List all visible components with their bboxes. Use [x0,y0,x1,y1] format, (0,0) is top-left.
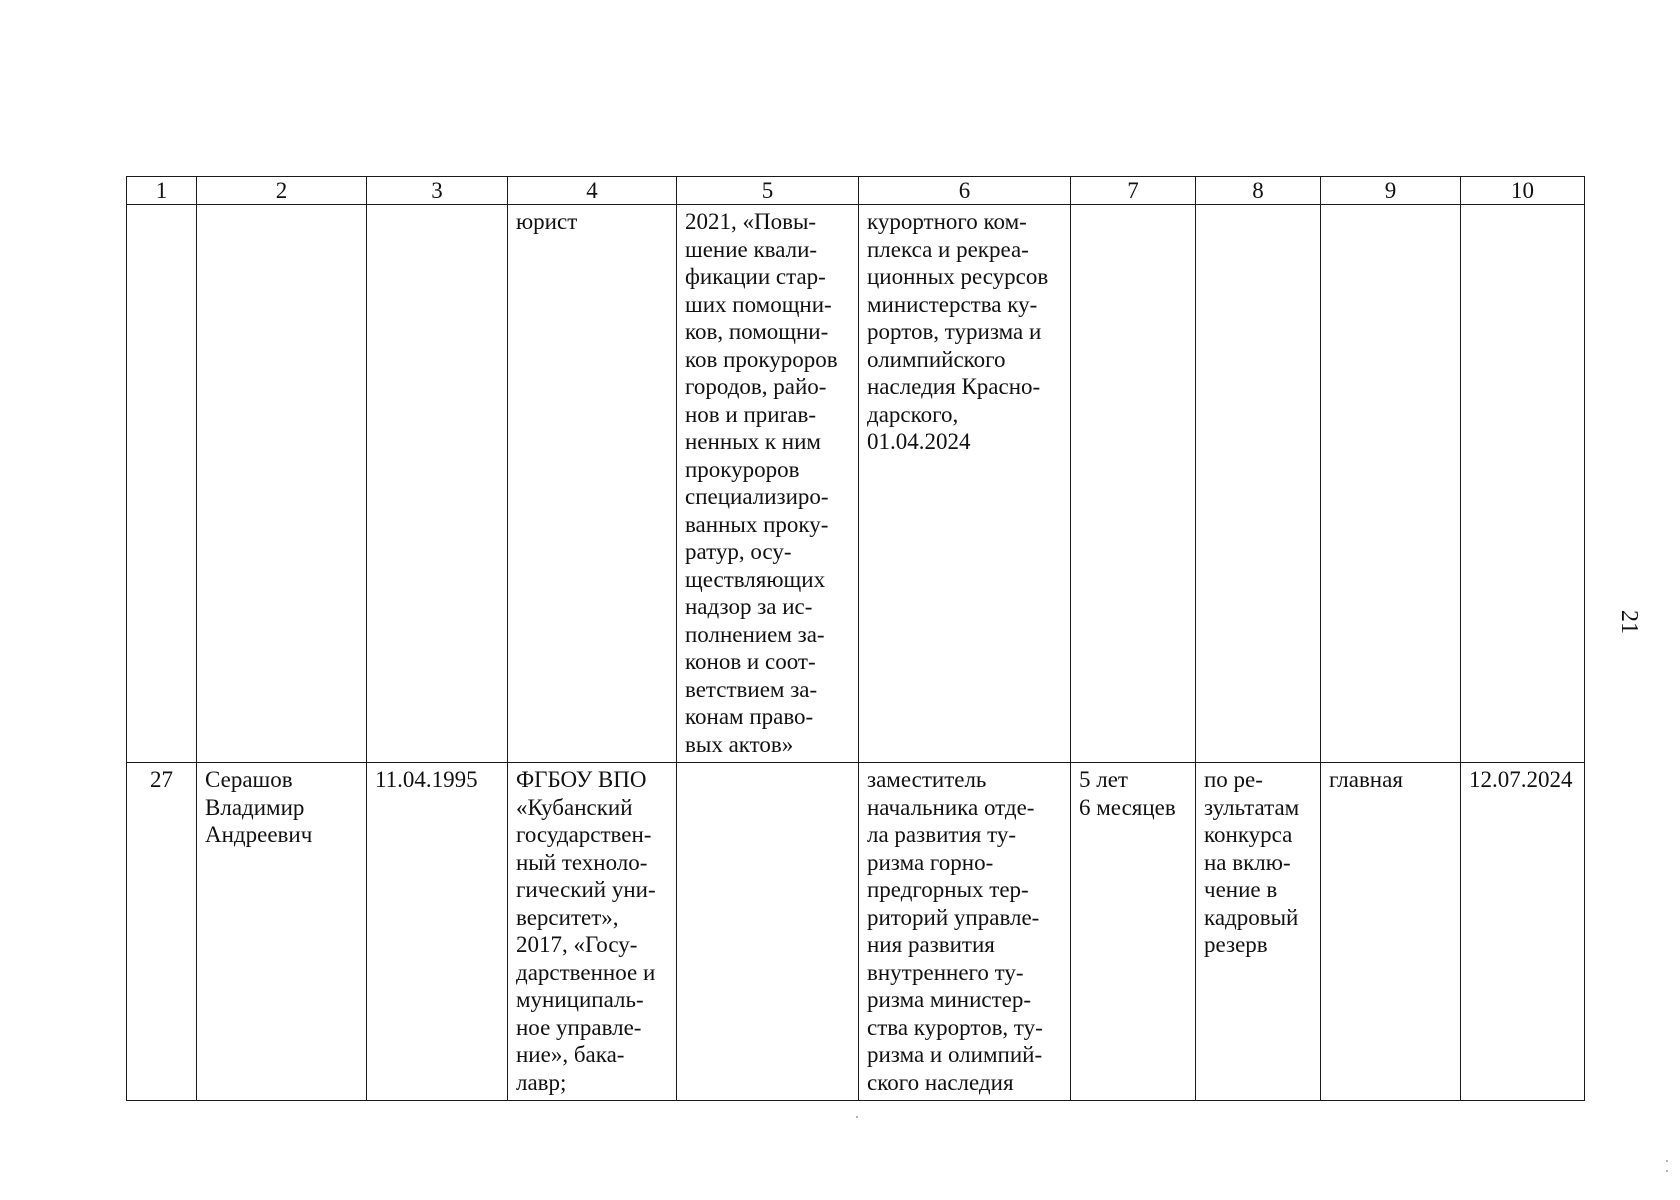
inclusion-basis-cell [1196,205,1321,763]
column-header-6: 6 [859,177,1071,205]
column-header-3: 3 [367,177,508,205]
education-cell: юрист [508,205,677,763]
column-header-9: 9 [1321,177,1461,205]
row-number-cell: 27 [127,763,197,1101]
inclusion-date-cell [1461,205,1585,763]
column-header-5: 5 [677,177,859,205]
column-header-7: 7 [1071,177,1196,205]
additional-education-cell [677,763,859,1101]
full-name-cell [197,205,367,763]
birth-date-cell [367,205,508,763]
experience-cell [1071,205,1196,763]
scan-artifact-dot [1666,1170,1668,1172]
position-group-cell [1321,205,1461,763]
column-number-header-row [127,177,1585,205]
column-header-4: 4 [508,177,677,205]
page-number: 21 [1616,610,1642,634]
scan-artifact-dot [856,1116,858,1118]
inclusion-basis-cell: по ре- зультатам конкурса на вклю- чение в кадровый резерв [1196,763,1321,1101]
current-position-cell: курортного ком- плекса и рекреа- ционных ресурсов министерства ку- рортов, туризма и олимпийского наследия Красно- дарского, 01.04.2024 [859,205,1071,763]
row-number-cell [127,205,197,763]
column-header-10: 10 [1461,177,1585,205]
table-row-continuation [127,205,1585,763]
current-position-cell: заместитель начальника отде- ла развития ту- ризма горно- предгорных тер- риторий управле- ния развития внутреннего ту- ризма министер- ства курортов, ту- ризма и олимпий- ского наследия [859,763,1071,1101]
inclusion-date-cell: 12.07.2024 [1461,763,1585,1101]
additional-education-cell: 2021, «Повы- шение квали- фикации стар- ших помощни- ков, помощни- ков прокуроров городов, райо- нов и приrав- ненных к ним прокуроров специализиро- ванных проку- ратур, осу- ществляющих надзор за ис- полнением за- конов и соот- ветствием за- конам право- вых актов» [677,205,859,763]
full-name-cell: Серашов Владимир Андреевич [197,763,367,1101]
experience-cell: 5 лет 6 месяцев [1071,763,1196,1101]
scan-artifact-dot [1666,1160,1668,1162]
position-group-cell: главная [1321,763,1461,1101]
birth-date-cell: 11.04.1995 [367,763,508,1101]
table-row-27 [127,763,1585,1101]
column-header-1: 1 [127,177,197,205]
column-header-8: 8 [1196,177,1321,205]
personnel-reserve-table [126,176,1585,1101]
column-header-2: 2 [197,177,367,205]
education-cell: ФГБОУ ВПО «Кубанский государствен- ный техноло- гический уни- верситет», 2017, «Госу- дарственное и муниципаль- ное управле- ние», бака- лавр; [508,763,677,1101]
